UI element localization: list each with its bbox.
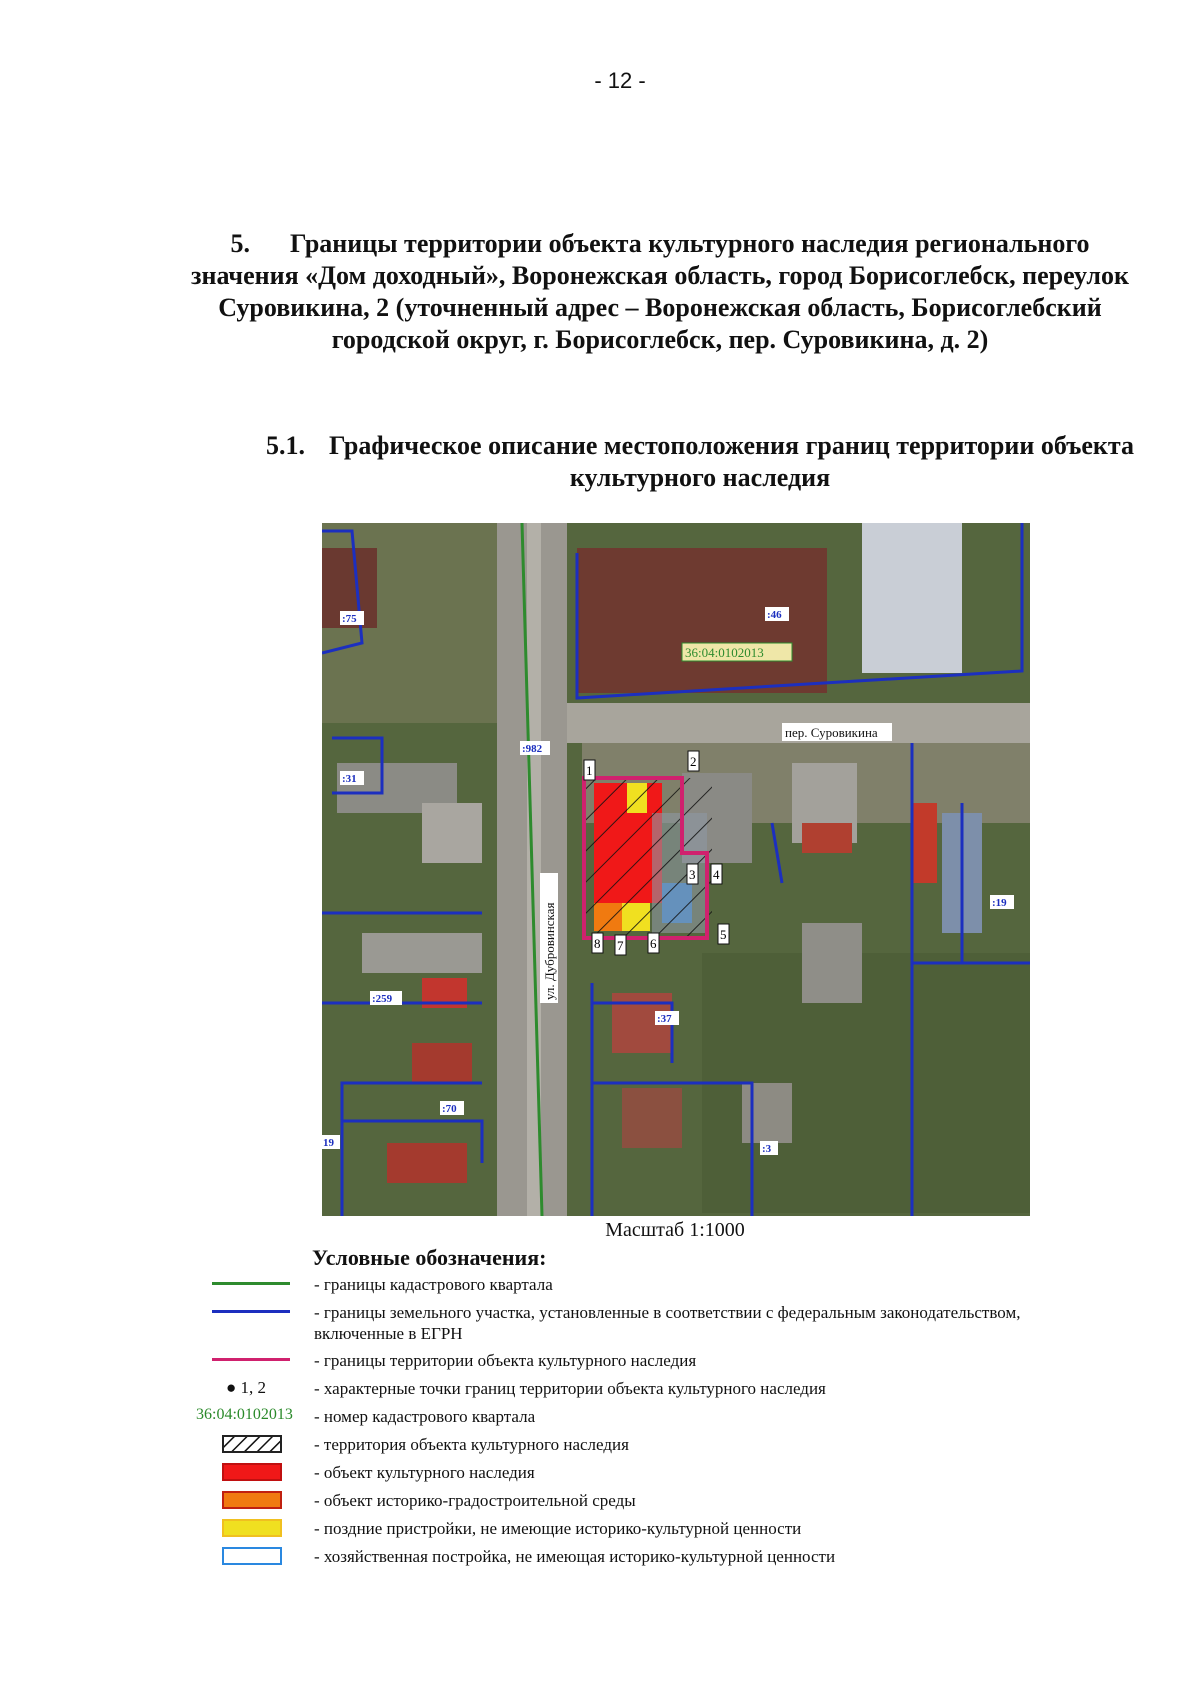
legend-text: - характерные точки границ территории объекта культурного наследия bbox=[314, 1379, 826, 1398]
legend-text: - объект историко-градостроительной среды bbox=[314, 1491, 636, 1510]
legend-text: - территория объекта культурного наследия bbox=[314, 1435, 629, 1454]
parcel-label-3: :3 bbox=[762, 1143, 772, 1155]
point-label-2: 2 bbox=[690, 754, 697, 769]
orange-box-icon bbox=[222, 1491, 282, 1509]
lane-label: пер. Суровикина bbox=[785, 725, 878, 740]
aerial-map bbox=[322, 523, 1030, 1216]
yellow-box-icon bbox=[222, 1519, 282, 1537]
parcel-label-46: :46 bbox=[767, 609, 782, 621]
parcel-label-982: :982 bbox=[522, 743, 543, 755]
map-canvas bbox=[322, 523, 1030, 1216]
section-number: 5. bbox=[230, 229, 250, 258]
legend-text: - объект культурного наследия bbox=[314, 1463, 535, 1482]
legend-text: - номер кадастрового квартала bbox=[314, 1407, 536, 1426]
parcel-label-19b: 19 bbox=[323, 1137, 334, 1149]
section-title-text: Границы территории объекта культурного наследия регионального значения «Дом доходный», Воронежская область, город Борисоглебск, переулок Суровикина, 2 (уточненный адрес – Воронежская область, Борисоглебский городской округ, г. Борисоглебск, пер. Суровикина, д. 2) bbox=[191, 229, 1129, 354]
legend bbox=[196, 1272, 1196, 1572]
red-box-icon bbox=[222, 1463, 282, 1481]
kad-number-symbol: 36:04:0102013 bbox=[196, 1406, 293, 1423]
map-scale: Масштаб 1:1000 bbox=[605, 1219, 745, 1241]
point-label-1: 1 bbox=[586, 763, 593, 778]
legend-item-utility bbox=[196, 1544, 1196, 1572]
legend-item-kad-line bbox=[196, 1272, 1196, 1300]
parcel-label-70: :70 bbox=[442, 1103, 457, 1115]
point-label-3: 3 bbox=[689, 867, 696, 882]
legend-item-late-annex bbox=[196, 1516, 1196, 1544]
legend-text: - поздние пристройки, не имеющие историко-культурной ценности bbox=[314, 1519, 802, 1538]
legend-text: - границы земельного участка, установленные в соответствии с федеральным законодательством, включенные в ЕГРН bbox=[314, 1303, 1021, 1343]
parcel-label-31: :31 bbox=[342, 773, 357, 785]
point-label-7: 7 bbox=[617, 938, 624, 953]
building-w5 bbox=[412, 1043, 472, 1083]
heritage-territory-hatch bbox=[584, 778, 712, 938]
street-label: ул. Дубровинская bbox=[542, 902, 557, 1000]
green-line-icon bbox=[212, 1282, 290, 1285]
subsection-title-text: Графическое описание местоположения границ территории объекта культурного наследия bbox=[329, 431, 1134, 492]
legend-text: - границы кадастрового квартала bbox=[314, 1275, 553, 1294]
blue-line-icon bbox=[212, 1310, 290, 1313]
kad-quarter-label: 36:04:0102013 bbox=[685, 645, 764, 660]
parcel-label-19a: :19 bbox=[992, 897, 1007, 909]
building-north bbox=[577, 548, 827, 693]
building-s2 bbox=[622, 1088, 682, 1148]
building-w2 bbox=[422, 803, 482, 863]
legend-text: - хозяйственная постройка, не имеющая историко-культурной ценности bbox=[314, 1547, 836, 1566]
pink-line-icon bbox=[212, 1358, 290, 1361]
parcel-label-259: :259 bbox=[372, 993, 393, 1005]
subsection-title bbox=[260, 430, 1140, 494]
legend-item-parcel-line bbox=[196, 1300, 1196, 1348]
legend-title: Условные обозначения: bbox=[312, 1245, 547, 1270]
point-label-8: 8 bbox=[594, 936, 601, 951]
building-w3 bbox=[362, 933, 482, 973]
legend-item-heritage bbox=[196, 1460, 1196, 1488]
building-ne-white bbox=[862, 523, 962, 673]
point-label-6: 6 bbox=[650, 936, 657, 951]
blue-box-icon bbox=[222, 1547, 282, 1565]
point-symbol: ● 1, 2 bbox=[226, 1378, 267, 1397]
building-w6 bbox=[387, 1143, 467, 1183]
section-title bbox=[180, 228, 1140, 356]
legend-item-territory bbox=[196, 1432, 1196, 1460]
building-e4-red bbox=[912, 803, 937, 883]
building-s3 bbox=[742, 1083, 792, 1143]
subsection-number: 5.1. bbox=[266, 431, 305, 460]
heritage-site bbox=[584, 778, 712, 938]
point-label-5: 5 bbox=[720, 927, 727, 942]
legend-item-points bbox=[196, 1376, 1196, 1404]
building-e5 bbox=[802, 823, 852, 853]
legend-item-kad-number bbox=[196, 1404, 1196, 1432]
page-number: - 12 - bbox=[594, 68, 646, 93]
point-label-4: 4 bbox=[713, 867, 720, 882]
parcel-label-75: :75 bbox=[342, 613, 357, 625]
legend-text: - границы территории объекта культурного наследия bbox=[314, 1351, 697, 1370]
legend-item-historic-env bbox=[196, 1488, 1196, 1516]
hatch-icon bbox=[222, 1435, 282, 1453]
parcel-label-37: :37 bbox=[657, 1013, 672, 1025]
legend-item-boundary-line bbox=[196, 1348, 1196, 1376]
building-e6 bbox=[802, 923, 862, 1003]
